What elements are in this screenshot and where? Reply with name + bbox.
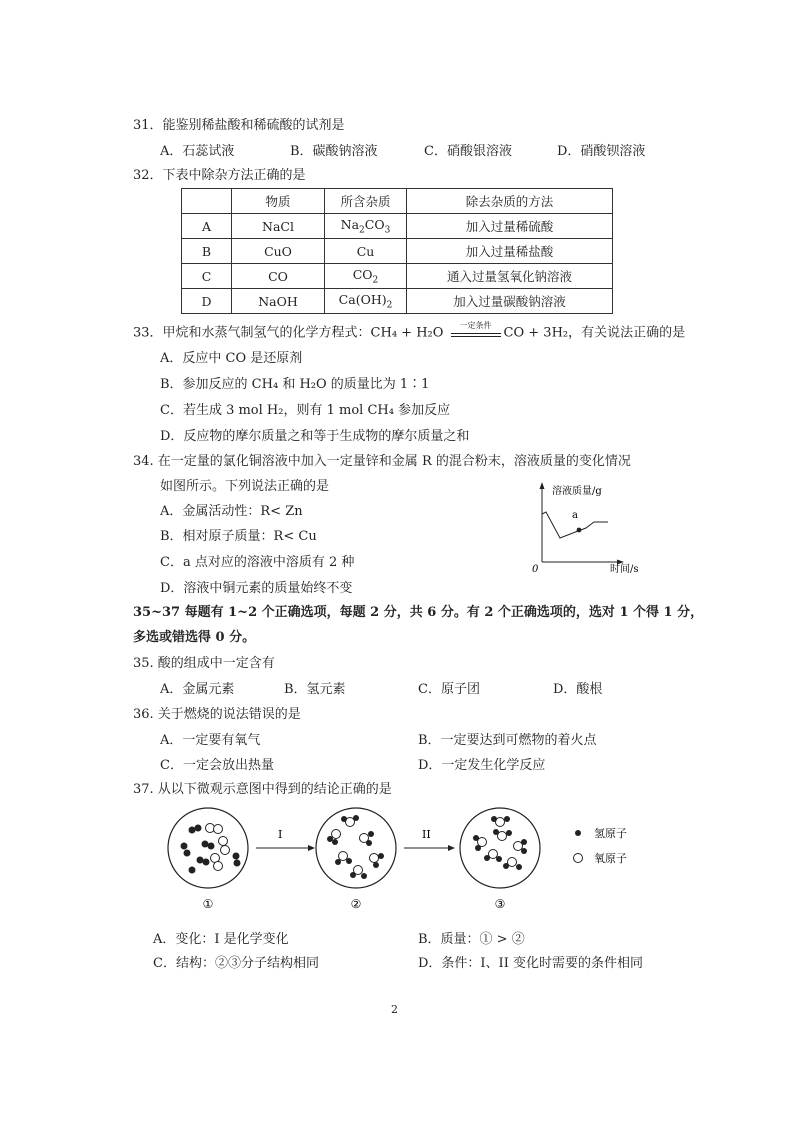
q37-option-b: B．质量：① > ② xyxy=(418,932,525,947)
q37-option-a: A．变化：I 是化学变化 xyxy=(153,932,289,947)
method-cell: 通入过量氢氧化钠溶液 xyxy=(407,264,613,289)
molecules-circle-3 xyxy=(473,816,527,870)
arrow-2-label: II xyxy=(422,828,431,841)
reaction-condition: 一定条件 xyxy=(459,321,492,330)
impurity-cell: Cu xyxy=(325,239,407,264)
equation-left: CH₄ + H₂O xyxy=(370,325,444,341)
table-row xyxy=(182,264,613,289)
q32-stem: 32．下表中除杂方法正确的是 xyxy=(133,168,306,183)
substance-cell: NaCl xyxy=(232,214,325,239)
q31-option-a: A．石蕊试液 xyxy=(160,144,235,159)
circle-1-label: ① xyxy=(202,897,214,911)
q31-option-b: B．碳酸钠溶液 xyxy=(290,144,378,159)
equation-line xyxy=(451,336,501,337)
molecules-circle-2 xyxy=(327,815,384,879)
oxygen-legend-label: 氧原子 xyxy=(594,852,627,865)
method-cell: 加入过量稀盐酸 xyxy=(407,239,613,264)
q33-option-d: D．反应物的摩尔质量之和等于生成物的摩尔质量之和 xyxy=(160,429,470,444)
substance-cell: CO xyxy=(232,264,325,289)
impurity-cell: $CO_2$ xyxy=(325,264,407,289)
substance-cell: CuO xyxy=(232,239,325,264)
table-header-cell: 除去杂质的方法 xyxy=(407,189,613,214)
container-circle-1 xyxy=(168,808,248,888)
table-header-cell: 所含杂质 xyxy=(325,189,407,214)
substance-cell: NaOH xyxy=(232,289,325,314)
q33-stem-tail: ，有关说法正确的是 xyxy=(568,325,686,341)
q37-option-d: D．条件：I、II 变化时需要的条件相同 xyxy=(418,956,643,971)
hydrogen-legend-icon xyxy=(575,830,581,836)
q35-option-b: B．氢元素 xyxy=(284,682,346,697)
q34-option-c: C．a 点对应的溶液中溶质有 2 种 xyxy=(160,555,355,570)
point-a-marker xyxy=(577,528,582,533)
point-a-label: a xyxy=(572,510,578,521)
section-instruction-line2: 多选或错选得 0 分。 xyxy=(133,630,256,645)
oxygen-legend-icon xyxy=(574,854,583,863)
y-axis-label: 溶液质量/g xyxy=(552,486,602,497)
q36-option-c: C．一定会放出热量 xyxy=(160,758,274,773)
q33-option-c: C．若生成 3 mol H₂，则有 1 mol CH₄ 参加反应 xyxy=(160,403,451,418)
circle-3-label: ③ xyxy=(494,897,506,911)
table-row xyxy=(182,214,613,239)
purification-table xyxy=(181,188,613,314)
method-cell: 加入过量稀硫酸 xyxy=(407,214,613,239)
q36-option-a: A．一定要有氧气 xyxy=(160,733,261,748)
row-label: C xyxy=(182,264,232,289)
page-number: 2 xyxy=(391,1003,398,1016)
table-header-row xyxy=(182,189,613,214)
table-header-cell: 物质 xyxy=(232,189,325,214)
hydrogen-legend-label: 氢原子 xyxy=(594,827,627,840)
reaction-arrow xyxy=(448,321,504,342)
row-label: D xyxy=(182,289,232,314)
q36-option-b: B．一定要达到可燃物的着火点 xyxy=(418,733,597,748)
equation-line xyxy=(451,333,501,334)
section-instruction-line1: 35~37 每题有 1~2 个正确选项，每题 2 分，共 6 分。有 2 个正确选项的，选对 1 个得 1 分， xyxy=(133,605,704,620)
q31-option-d: D．硝酸钡溶液 xyxy=(557,144,646,159)
q36-option-d: D．一定发生化学反应 xyxy=(418,758,546,773)
q35-option-a: A．金属元素 xyxy=(160,682,235,697)
q34-option-d: D．溶液中铜元素的质量始终不变 xyxy=(160,581,353,596)
q37-option-c: C．结构：②③分子结构相同 xyxy=(153,956,319,971)
q31-option-c: C．硝酸银溶液 xyxy=(424,144,512,159)
q37-stem: 37. 从以下微观示意图中得到的结论正确的是 xyxy=(133,782,392,797)
q34-stem: 34. 在一定量的氯化铜溶液中加入一定量锌和金属 R 的混合粉末，溶液质量的变化情况 xyxy=(133,454,631,469)
q35-option-c: C．原子团 xyxy=(418,682,480,697)
arrow-2-head xyxy=(448,845,455,851)
q33-option-b: B．参加反应的 CH₄ 和 H₂O 的质量比为 1∶1 xyxy=(160,377,430,392)
row-label: B xyxy=(182,239,232,264)
q33-stem-text: 33．甲烷和水蒸气制氢气的化学方程式： xyxy=(133,325,371,341)
equation-right: CO + 3H₂ xyxy=(503,325,569,341)
table-row xyxy=(182,289,613,314)
method-cell: 加入过量碳酸钠溶液 xyxy=(407,289,613,314)
circle-2-label: ② xyxy=(350,897,362,911)
q34-stem2: 如图所示。下列说法正确的是 xyxy=(160,479,330,494)
q33-option-a: A．反应中 CO 是还原剂 xyxy=(160,351,303,366)
table-header-cell xyxy=(182,189,232,214)
q35-stem: 35. 酸的组成中一定含有 xyxy=(133,656,275,671)
q33-stem xyxy=(133,321,686,343)
q34-option-b: B．相对原子质量：R< Cu xyxy=(160,529,317,544)
y-axis-arrow xyxy=(540,482,545,489)
solution-mass-graph xyxy=(530,478,660,578)
molecules-circle-1 xyxy=(181,824,241,874)
q31-stem: 31．能鉴别稀盐酸和稀硫酸的试剂是 xyxy=(133,118,345,133)
q34-option-a: A．金属活动性：R< Zn xyxy=(160,504,303,519)
q35-option-d: D．酸根 xyxy=(553,682,603,697)
impurity-cell: $Na_2CO_3$ xyxy=(325,214,407,239)
q36-stem: 36. 关于燃烧的说法错误的是 xyxy=(133,707,301,722)
table-row xyxy=(182,239,613,264)
origin-label: 0 xyxy=(532,564,539,575)
row-label: A xyxy=(182,214,232,239)
arrow-1-label: I xyxy=(278,828,283,841)
micro-diagram xyxy=(160,800,660,915)
impurity-cell: $Ca(OH)_2$ xyxy=(325,289,407,314)
arrow-1-head xyxy=(308,845,315,851)
x-axis-label: 时间/s xyxy=(610,564,639,575)
